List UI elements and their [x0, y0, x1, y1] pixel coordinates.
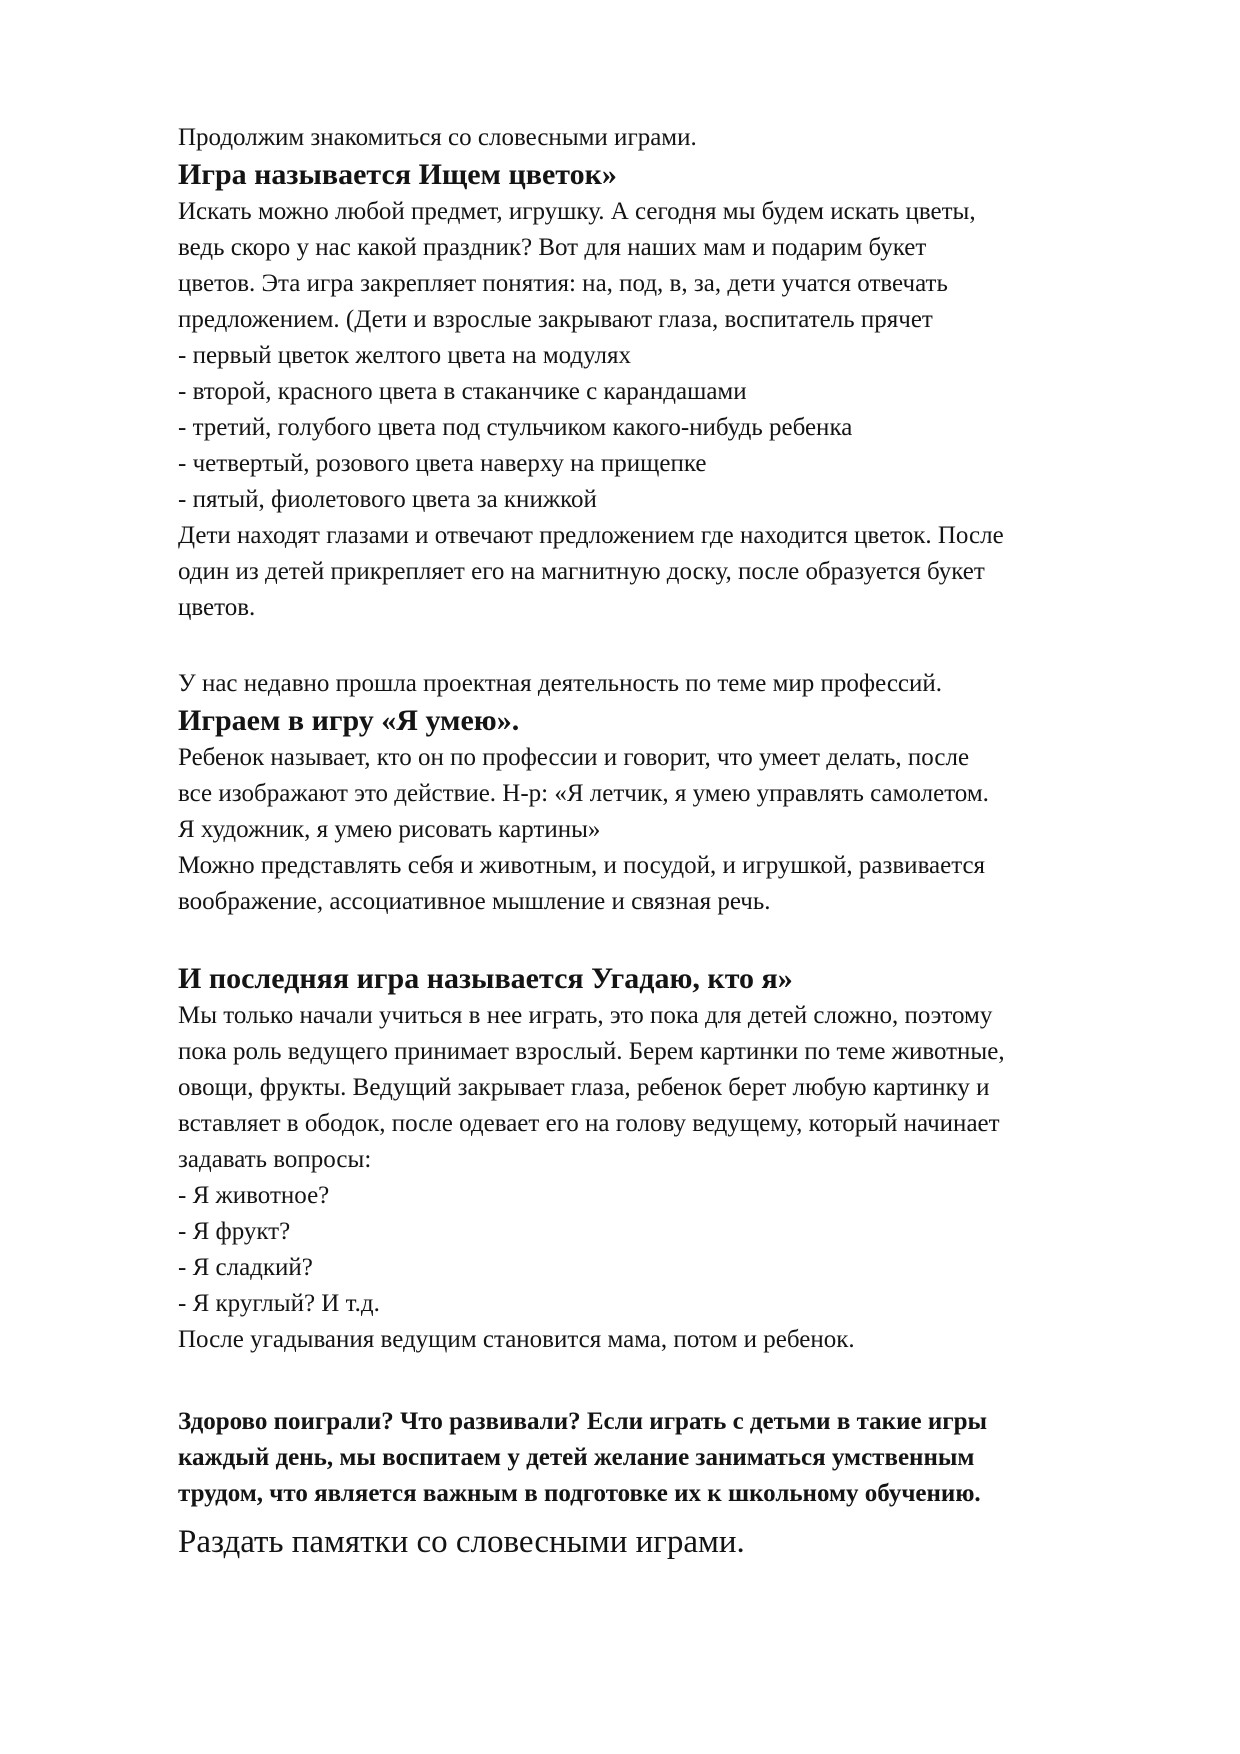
final-instruction: Раздать памятки со словесными играми. [178, 1524, 745, 1560]
paragraph-line: один из детей прикрепляет его на магнитную доску, после образуется букет [178, 558, 985, 585]
paragraph-line: Искать можно любой предмет, игрушку. А сегодня мы будем искать цветы, [178, 198, 976, 225]
question-item: - Я круглый? И т.д. [178, 1290, 380, 1317]
final-block [178, 1522, 1178, 1562]
paragraph-line: Мы только начали учиться в нее играть, это пока для детей сложно, поэтому [178, 1002, 993, 1029]
list-item: - второй, красного цвета в стаканчике с карандашами [178, 378, 747, 405]
paragraph-line: предложением. (Дети и взрослые закрывают глаза, воспитатель прячет [178, 306, 933, 333]
paragraph-line: Ребенок называет, кто он по профессии и говорит, что умеет делать, после [178, 744, 970, 771]
intro-text: Продолжим знакомиться со словесными играми. [178, 124, 697, 151]
question-item: - Я фрукт? [178, 1218, 291, 1245]
paragraph-line: вставляет в ободок, после одевает его на голову ведущему, который начинает [178, 1110, 1000, 1137]
paragraph-line: пока роль ведущего принимает взрослый. Берем картинки по теме животные, [178, 1038, 1005, 1065]
conclusion-line: Здорово поиграли? Что развивали? Если играть с детьми в такие игры [178, 1408, 988, 1435]
paragraph-line: все изображают это действие. Н-р: «Я летчик, я умею управлять самолетом. [178, 780, 989, 807]
list-item: - первый цветок желтого цвета на модулях [178, 342, 632, 369]
game-heading: Игра называется Ищем цветок» [178, 158, 617, 191]
section-i-can [178, 666, 1178, 920]
section-guess-who [178, 960, 1178, 1358]
conclusion-line: трудом, что является важным в подготовке их к школьному обучению. [178, 1480, 981, 1507]
paragraph-line: Дети находят глазами и отвечают предложением где находится цветок. После [178, 522, 1004, 549]
conclusion-block [178, 1404, 1178, 1512]
list-item: - третий, голубого цвета под стульчиком какого-нибудь ребенка [178, 414, 853, 441]
paragraph-line: задавать вопросы: [178, 1146, 372, 1173]
list-item: - пятый, фиолетового цвета за книжкой [178, 486, 597, 513]
game-heading: И последняя игра называется Угадаю, кто я» [178, 962, 793, 995]
list-item: - четвертый, розового цвета наверху на прищепке [178, 450, 707, 477]
intro-text: У нас недавно прошла проектная деятельность по теме мир профессий. [178, 670, 943, 697]
closing-text: После угадывания ведущим становится мама, потом и ребенок. [178, 1326, 855, 1353]
paragraph-line: ведь скоро у нас какой праздник? Вот для наших мам и подарим букет [178, 234, 927, 261]
paragraph-line: воображение, ассоциативное мышление и связная речь. [178, 888, 771, 915]
game-heading: Играем в игру «Я умею». [178, 704, 520, 737]
paragraph-line: цветов. Эта игра закрепляет понятия: на, под, в, за, дети учатся отвечать [178, 270, 948, 297]
paragraph-line: Можно представлять себя и животным, и посудой, и игрушкой, развивается [178, 852, 986, 879]
section-search-flower [178, 120, 1178, 626]
question-item: - Я животное? [178, 1182, 330, 1209]
paragraph-line: овощи, фрукты. Ведущий закрывает глаза, ребенок берет любую картинку и [178, 1074, 990, 1101]
question-item: - Я сладкий? [178, 1254, 313, 1281]
conclusion-line: каждый день, мы воспитаем у детей желание заниматься умственным [178, 1444, 975, 1471]
paragraph-line: Я художник, я умею рисовать картины» [178, 816, 601, 843]
paragraph-line: цветов. [178, 594, 256, 621]
